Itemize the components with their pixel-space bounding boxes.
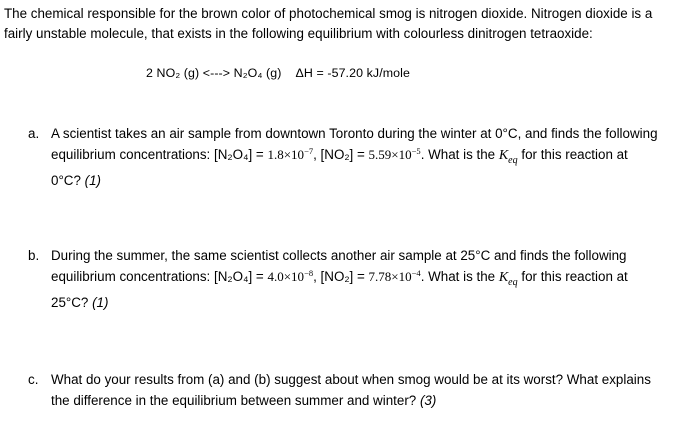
question-a: [28, 124, 688, 191]
reaction-text: 2 NO₂ (g) <---> N₂O₄ (g): [146, 66, 282, 80]
marks-label: (1): [92, 294, 109, 310]
intro-line-2: fairly unstable molecule, that exists in the following equilibrium with colourless dinitrogen tetraoxide:: [4, 26, 593, 41]
n2o4-value: $1.8\times 10^{-7}$: [267, 145, 314, 162]
marks-label: (1): [84, 172, 102, 188]
question-letter: b.: [28, 248, 40, 263]
separator: , [NO₂] =: [313, 146, 369, 162]
question-text: . What is the: [420, 268, 499, 284]
equilibrium-equation: [146, 66, 410, 80]
question-line-1: During the summer, the same scientist collects another air sample at 25°C and finds the following: [51, 248, 627, 263]
question-line-3: 25°C? (1): [51, 294, 109, 310]
concentration-label: equilibrium concentrations: [N₂O₄] =: [51, 268, 268, 284]
question-text-end: for this reaction at: [517, 268, 628, 284]
intro-line-1: The chemical responsible for the brown color of photochemical smog is nitrogen dioxide. Nitrogen dioxide is a: [4, 6, 653, 21]
question-c: [28, 370, 688, 411]
question-b: [28, 246, 688, 313]
intro-paragraph: [4, 4, 692, 44]
question-letter: a.: [28, 126, 40, 141]
no2-value: $5.59\times 10^{-5}$: [368, 145, 421, 162]
concentration-label: equilibrium concentrations: [N₂O₄] =: [51, 146, 268, 162]
question-line-1: A scientist takes an air sample from downtown Toronto during the winter at 0°C, and finds the following: [51, 126, 658, 141]
question-line-3: 0°C? (1): [51, 172, 102, 188]
question-line-2: [51, 145, 688, 171]
marks-label: (3): [419, 392, 437, 408]
separator: , [NO₂] =: [313, 268, 369, 284]
question-text-end: for this reaction at: [517, 146, 628, 162]
question-line-2: [51, 267, 688, 293]
question-letter: c.: [28, 372, 39, 387]
question-line-2: the difference in the equilibrium between summer and winter? (3): [51, 392, 437, 408]
n2o4-value: $4.0\times 10^{-8}$: [267, 267, 314, 284]
keq-symbol: $K_{eq}$: [498, 147, 518, 166]
enthalpy-text: ΔH = -57.20 kJ/mole: [295, 66, 411, 80]
no2-value: $7.78\times 10^{-4}$: [368, 267, 421, 284]
keq-symbol: $K_{eq}$: [498, 269, 518, 288]
question-text: . What is the: [420, 146, 499, 162]
question-line-1: What do your results from (a) and (b) suggest about when smog would be at its worst? What explains: [51, 372, 651, 387]
